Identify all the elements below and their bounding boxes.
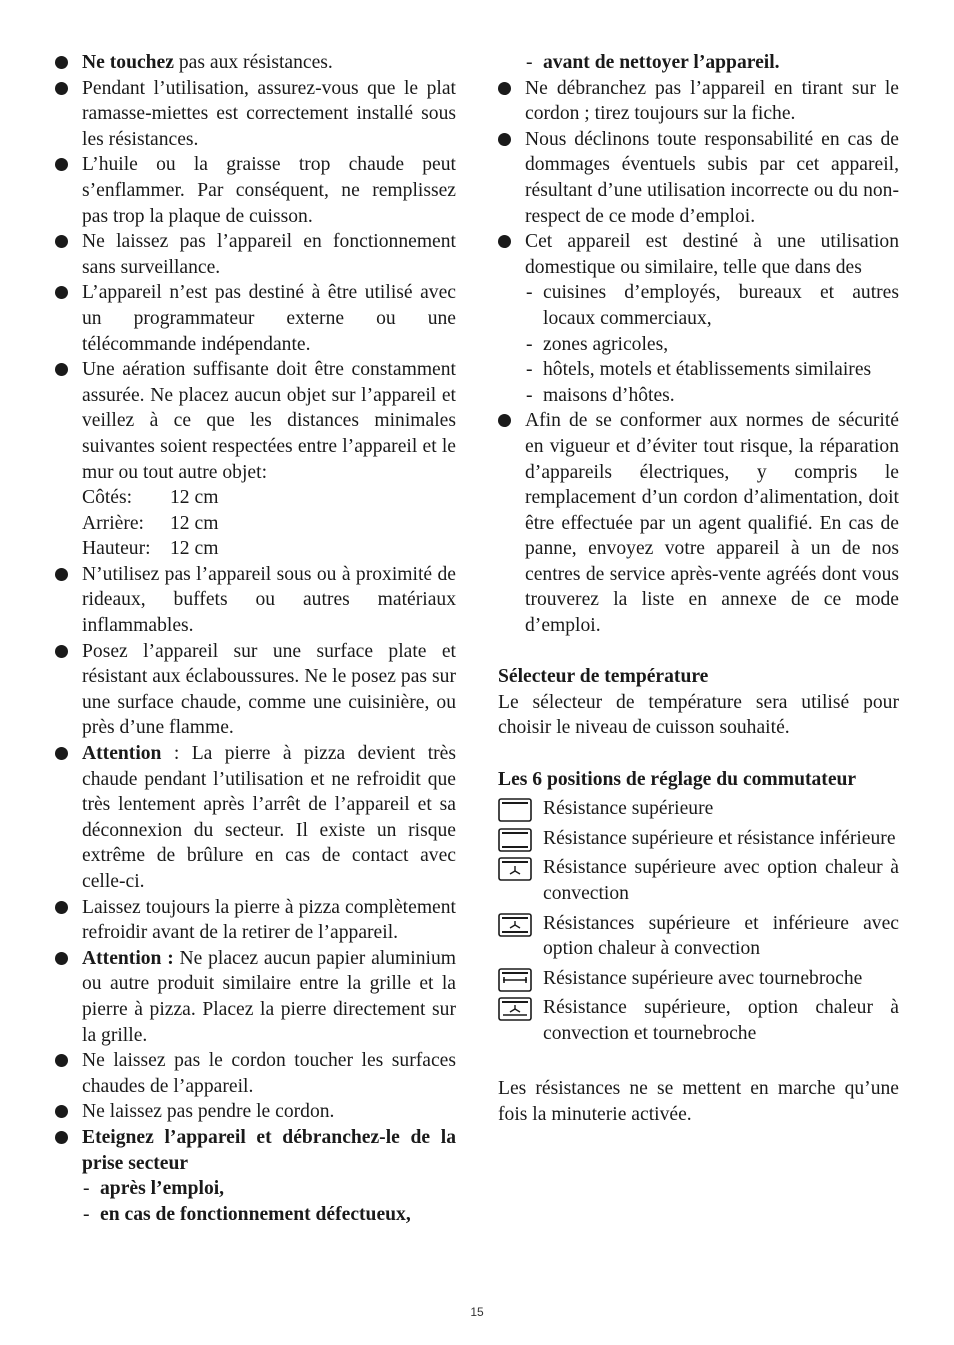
list-item: Laissez toujours la pierre à pizza complètement refroidir avant de la retirer de l’appareil. (55, 895, 456, 946)
distance-row: Arrière: 12 cm (82, 512, 219, 534)
mode-item: Résistance supérieure et résistance inférieure (498, 826, 899, 852)
sub-item: - en cas de fonctionnement défectueux, (55, 1202, 456, 1228)
sub-item: - cuisines d’employés, bureaux et autres locaux commerciaux, (498, 280, 899, 331)
top-convection-icon (498, 857, 532, 881)
list-item: Ne débranchez pas l’appareil en tirant sur le cordon ; tirez toujours sur la fiche. (498, 76, 899, 127)
emphasis: Attention (82, 743, 162, 765)
distance-row: Hauteur: 12 cm (82, 538, 219, 560)
list-item (55, 741, 456, 895)
top-bottom-heating-icon (498, 828, 532, 852)
list-item: L’appareil n’est pas destiné à être utilisé avec un programmateur externe ou une télécommande indépendante. (55, 280, 456, 357)
list-item: Nous déclinons toute responsabilité en cas de dommages éventuels subis par cet appareil, résultant d’une utilisation incorrecte ou du non-respect de ce mode d’emploi. (498, 127, 899, 229)
list-item: Ne laissez pas pendre le cordon. (55, 1099, 456, 1125)
emphasis: Eteignez l’appareil et débranchez-le de la prise secteur (82, 1126, 456, 1174)
text: : La pierre à pizza devient très chaude pendant l’utilisation et ne refroidit que très lentement après l’arrêt de l’appareil et sa déconnexion du secteur. Il existe un risque extrême de brûlure en cas de contact avec celle-ci. (82, 743, 456, 892)
right-column (498, 50, 899, 1127)
sub-item: - après l’emploi, (55, 1176, 456, 1202)
mode-item: Résistance supérieure avec option chaleur à convection (498, 855, 899, 906)
top-rotisserie-icon (498, 968, 532, 992)
list-item: Afin de se conformer aux normes de sécurité en vigueur et d’éviter tout risque, la réparation d’appareils électriques, y compris le remplacement d’un cordon d’alimentation, doit être effectuée par un agent qualifié. En cas de panne, envoyez votre appareil à un de nos centres de service après-vente agréés dont vous trouverez la liste en annexe de ce mode d’emploi. (498, 408, 899, 638)
sub-item: - zones agricoles, (498, 332, 899, 358)
mode-item: Résistance supérieure avec tournebroche (498, 966, 899, 992)
list-item (55, 1125, 456, 1176)
text: pas aux résistances. (173, 52, 333, 73)
list-item: Pendant l’utilisation, assurez-vous que le plat ramasse-miettes est correctement installé sous les résistances. (55, 76, 456, 153)
section-text-temperature: Le sélecteur de température sera utilisé pour choisir le niveau de cuisson souhaité. (498, 691, 899, 739)
list-item: Posez l’appareil sur une surface plate et résistant aux éclaboussures. Ne le posez pas sur une surface chaude, comme une cuisinière, ou près d’une flamme. (55, 639, 456, 741)
page-number: 15 (470, 1305, 484, 1319)
top-bottom-convection-icon (498, 913, 532, 937)
top-convection-rotisserie-icon (498, 997, 532, 1021)
final-note: Les résistances ne se mettent en marche qu’une fois la minuterie activée. (498, 1078, 899, 1125)
list-item (55, 50, 456, 76)
section-heading-modes: Les 6 positions de réglage du commutateur (498, 768, 857, 790)
sub-item: - hôtels, motels et établissements similaires (498, 357, 899, 383)
list-item: N’utilisez pas l’appareil sous ou à proximité de rideaux, buffets ou autres matériaux inflammables. (55, 562, 456, 639)
list-item: Cet appareil est destiné à une utilisation domestique ou similaire, telle que dans des (498, 229, 899, 280)
sub-item: - maisons d’hôtes. (498, 383, 899, 409)
sub-item: - avant de nettoyer l’appareil. (498, 50, 899, 76)
text: Ne placez aucun papier aluminium ou autre produit similaire entre la grille et la pierre à pizza. Placez la pierre directement sur la grille. (82, 947, 456, 1046)
left-column (55, 50, 456, 1227)
list-item: Ne laissez pas le cordon toucher les surfaces chaudes de l’appareil. (55, 1048, 456, 1099)
mode-item: Résistances supérieure et inférieure avec option chaleur à convection (498, 911, 899, 962)
section-heading-temperature: Sélecteur de température (498, 666, 709, 688)
list-item: L’huile ou la graisse trop chaude peut s’enflammer. Par conséquent, ne remplissez pas trop la plaque de cuisson. (55, 152, 456, 229)
mode-item: Résistance supérieure (498, 796, 899, 822)
mode-item: Résistance supérieure, option chaleur à convection et tournebroche (498, 995, 899, 1046)
emphasis: Attention : (82, 947, 174, 969)
top-heating-icon (498, 798, 532, 822)
distance-row: Côtés: 12 cm (82, 487, 219, 509)
emphasis: Ne touchez (82, 52, 174, 73)
list-item (55, 946, 456, 1048)
list-item: Une aération suffisante doit être constamment assurée. Ne placez aucun objet sur l’appareil et veillez à ce que les distances minimales suivantes soient respectées entre l’appareil et le mur ou tout autre objet: (55, 357, 456, 485)
list-item: Ne laissez pas l’appareil en fonctionnement sans surveillance. (55, 229, 456, 280)
